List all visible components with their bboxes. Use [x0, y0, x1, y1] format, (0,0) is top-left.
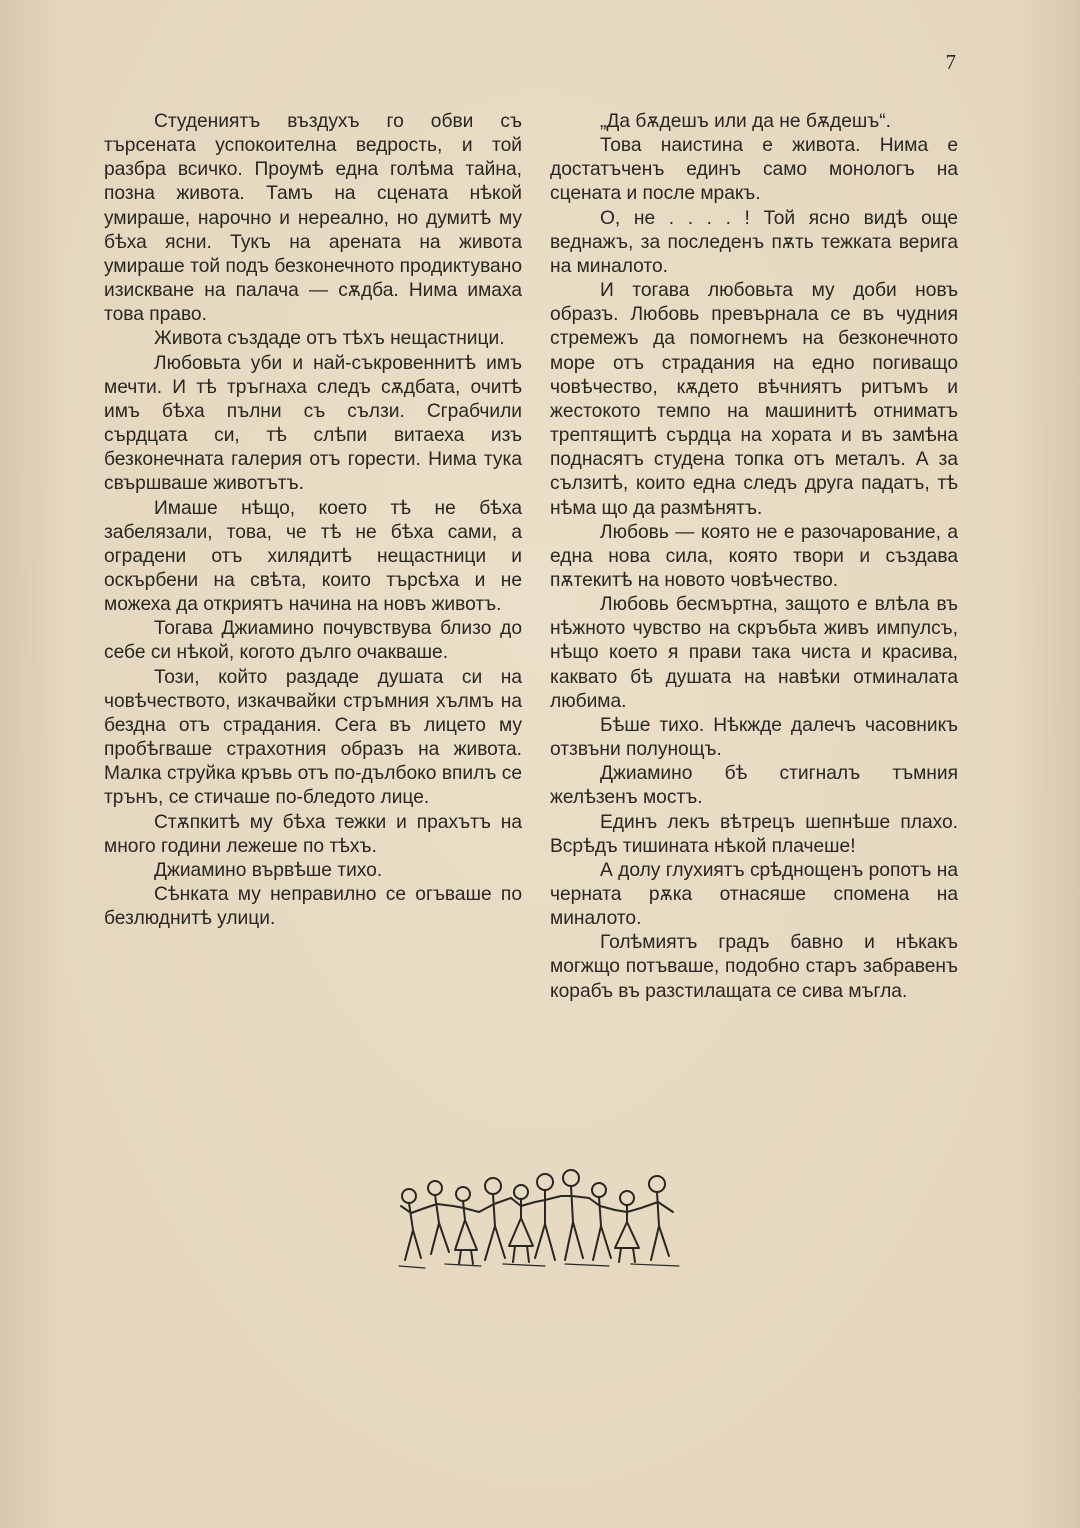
- paragraph: Това наистина е живота. Нима е достатъченъ единъ само монологъ на сцената и после мракъ.: [550, 135, 958, 205]
- paragraph: Единъ лекъ вѣтрецъ шепнѣше плахо. Всрѣдъ тишината нѣкой плачеше!: [550, 811, 958, 857]
- paragraph: Любовь бесмъртна, защото е влѣла въ нѣжното чувство на скръбьта живъ импулсъ, нѣщо което я прави така чиста и красива, каквато бѣ душата на навѣки отминалата любима.: [550, 594, 958, 712]
- paragraph: А долу глухиятъ срѣднощенъ ропотъ на черната рѫка отнасяше спомена на миналото.: [550, 859, 958, 930]
- right-text-column: [550, 110, 958, 1004]
- dancing-figures-illustration: [395, 1168, 685, 1283]
- paragraph: Любовь — която не е разочарование, а една нова сила, която твори и създава пѫтекитѣ на новото човѣчество.: [550, 521, 958, 591]
- paragraph: „Да бѫдешъ или да не бѫдешъ“.: [600, 111, 891, 132]
- paragraph: Живота създаде отъ тѣхъ нещастници.: [154, 328, 505, 350]
- paragraph: И тогава любовьта му доби новъ образъ. Любовь превърнала се въ чудния стремежъ да помогнемъ на безконечното море отъ страдания на едно погиващо човѣчество, кѫдето вѣчниятъ ритъмъ и жестокото темпо на машинитѣ отниматъ трептящитѣ сърдца на хората и въ замѣна поднасятъ студена топка отъ металъ. А за сълзитѣ, които една следъ друга падатъ, тѣ нѣма що да размѣнятъ.: [550, 280, 958, 519]
- paragraph: Сѣнката му неправилно се огъваше по безлюднитѣ улици.: [104, 884, 522, 930]
- paragraph: Джиамино бѣ стигналъ тъмния желѣзенъ мостъ.: [550, 763, 958, 809]
- paragraph: О, не . . . . ! Той ясно видѣ още веднажъ, за последенъ пѫть тежката верига на миналото.: [550, 207, 958, 277]
- paragraph: Този, който раздаде душата си на човѣчеството, изкачвайки стръмния хълмъ на бездна отъ страдания. Сега въ лицето му пробѣгваше страхотния образъ на живота. Малка струйка кръвь отъ по-дълбоко впилъ се трънъ, се стичаше по-бледото лице.: [104, 666, 522, 809]
- paragraph: Голѣмиятъ градъ бавно и нѣкакъ могжщо потъваше, подобно старъ забравенъ корабъ въ разстилащата се сива мъгла.: [550, 932, 958, 1002]
- paragraph: Тогава Джиамино почувствува близо до себе си нѣкой, когото дълго очакваше.: [104, 618, 522, 664]
- paragraph: Имаше нѣщо, което тѣ не бѣха забелязали, това, че тѣ не бѣха сами, а оградени отъ хилядитѣ нещастници и оскърбени на свѣта, които търсѣха и не можеха да откриятъ начина на новъ животъ.: [104, 497, 522, 616]
- left-text-column: [104, 110, 522, 931]
- paragraph: Студениятъ въздухъ го обви съ търсената успокоителна ведрость, и той разбра всичко. Проумѣ една голѣма тайна, позна живота. Тамъ на сцената нѣкой умираше, нарочно и нереално, но думитѣ му бѣха ясни. Тукъ на арената на живота умираше той подъ безконечното продиктувано изискване на палача — сѫдба. Нима имаха това право.: [104, 111, 522, 326]
- paragraph: Стѫпкитѣ му бѣха тежки и прахътъ на много години лежеше по тѣхъ.: [104, 811, 522, 857]
- paragraph: Джиамино вървѣше тихо.: [154, 859, 383, 881]
- page-number: 7: [945, 50, 956, 74]
- paragraph: Бѣше тихо. Нѣкжде далечъ часовникъ отзвъни полунощъ.: [550, 714, 958, 761]
- paragraph: Любовьта уби и най-съкровеннитѣ имъ мечти. И тѣ тръгнаха следъ сѫдбата, очитѣ имъ бѣха пълни съ сълзи. Сграбчили сърдцата си, тѣ слѣпи витаеха изъ безконечната галерия отъ горести. Нима тука свършваше животътъ.: [104, 352, 522, 495]
